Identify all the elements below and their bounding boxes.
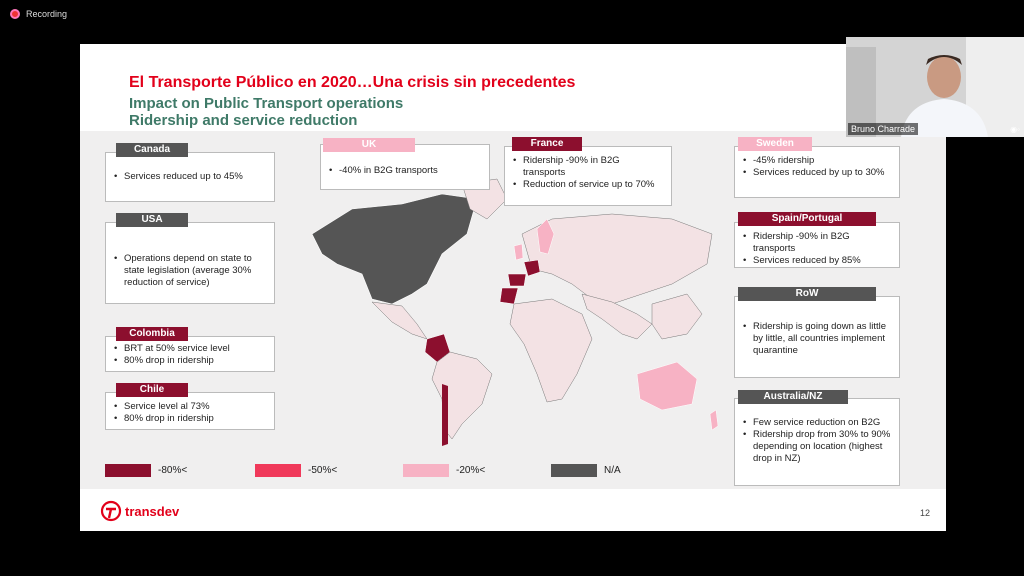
australia-nz-label: Australia/NZ [738, 390, 848, 404]
transdev-logo-text: transdev [125, 503, 180, 519]
aus-item-1: • Few service reduction on B2G [743, 417, 891, 429]
recording-icon [10, 9, 20, 19]
legend-swatch-80 [105, 464, 151, 477]
recording-label: Recording [26, 9, 68, 19]
uk-label: UK [323, 138, 415, 152]
map-new-zealand [710, 410, 718, 430]
slide-subtitle-2: Ridership and service reduction [129, 112, 358, 129]
usa-box [105, 222, 275, 304]
australia-nz-box [734, 398, 900, 486]
chile-label: Chile [116, 383, 188, 397]
uk-item-1: • -40% in B2G transports [329, 165, 481, 177]
transdev-logo-icon [100, 500, 122, 522]
legend-label-50: -50%< [308, 465, 338, 476]
page-number: 12 [919, 508, 930, 518]
spain-item-1: • Ridership -90% in B2G transports [743, 231, 891, 255]
participant-video-tile[interactable] [846, 37, 1024, 137]
spain-portugal-box [734, 222, 900, 268]
map-uk [514, 244, 523, 260]
usa-item-1: • Operations depend on state to state legislation (average 30% reduction of service) [114, 253, 266, 289]
colombia-box [105, 336, 275, 372]
map-france [524, 260, 540, 276]
map-iberia [508, 274, 526, 286]
legend-swatch-50 [255, 464, 301, 477]
chile-item-1: • Service level al 73% [114, 401, 266, 413]
participant-video [846, 37, 1024, 137]
row-box [734, 296, 900, 378]
usa-label: USA [116, 213, 188, 227]
slide-subtitle-1: Impact on Public Transport operations [129, 95, 404, 112]
map-morocco [500, 288, 518, 304]
sweden-label: Sweden [738, 137, 812, 151]
sweden-item-1: • -45% ridership [743, 155, 891, 167]
map-central-america [372, 302, 427, 339]
canada-label: Canada [116, 143, 188, 157]
spain-portugal-label: Spain/Portugal [738, 212, 876, 226]
sweden-box [734, 146, 900, 198]
map-africa [510, 299, 592, 402]
france-label: France [512, 137, 582, 151]
legend-label-20: -20%< [456, 465, 486, 476]
presentation-slide [80, 44, 946, 531]
spain-item-2: • Services reduced by 85% [743, 255, 891, 267]
map-north-america [312, 194, 477, 304]
legend-label-na: N/A [604, 465, 621, 476]
sweden-item-2: • Services reduced by up to 30% [743, 167, 891, 179]
legend-swatch-20 [403, 464, 449, 477]
france-item-1: • Ridership -90% in B2G transports [513, 155, 663, 179]
legend-label-80: -80%< [158, 465, 188, 476]
chile-box [105, 392, 275, 430]
map-chile [442, 384, 448, 446]
aus-item-2: • Ridership drop from 30% to 90% depending on location (highest drop in NZ) [743, 429, 891, 465]
legend-swatch-na [551, 464, 597, 477]
colombia-item-2: • 80% drop in ridership [114, 355, 266, 367]
world-map [292, 174, 732, 454]
france-item-2: • Reduction of service up to 70% [513, 179, 663, 191]
row-label: RoW [738, 287, 876, 301]
row-item-1: • Ridership is going down as little by little, all countries implement quarantine [743, 321, 891, 357]
colombia-item-1: • BRT at 50% service level [114, 343, 266, 355]
video-controls-icon[interactable]: ◉◦ [1010, 125, 1020, 134]
recording-indicator [10, 9, 67, 19]
slide-title: El Transporte Público en 2020…Una crisis sin precedentes [129, 74, 576, 91]
transdev-logo [100, 500, 179, 522]
france-box [504, 146, 672, 206]
participant-name: Bruno Charrade [848, 123, 918, 135]
canada-item-1: • Services reduced up to 45% [114, 171, 266, 183]
colombia-label: Colombia [116, 327, 188, 341]
map-southeast-asia [652, 294, 702, 339]
chile-item-2: • 80% drop in ridership [114, 413, 266, 425]
map-australia [637, 362, 697, 410]
canada-box [105, 152, 275, 202]
map-south-america [432, 352, 492, 439]
